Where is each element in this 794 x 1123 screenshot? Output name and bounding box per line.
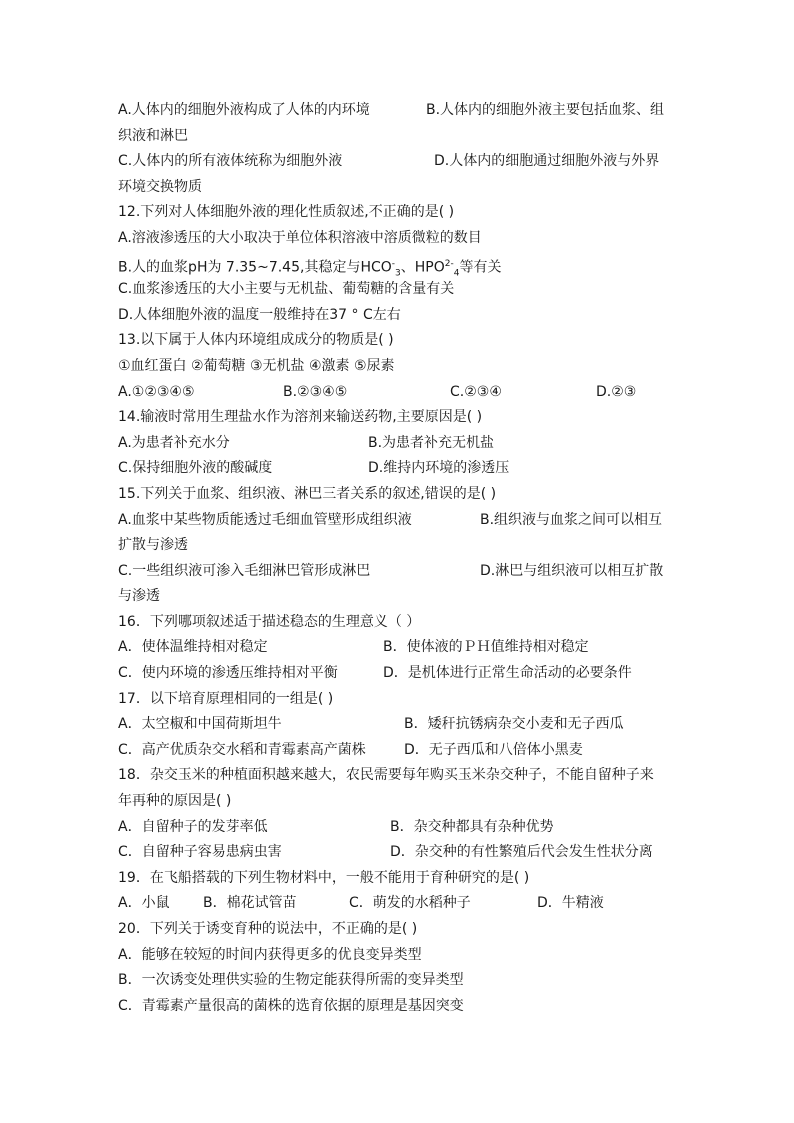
q15-option-b-cont: 扩散与渗透 — [118, 537, 188, 554]
q12-option-b-sub1: 3 — [395, 268, 401, 279]
q20-option-a: A．能够在较短的时间内获得更多的优良变异类型 — [118, 946, 422, 963]
q16-option-c: C．使内环境的渗透压维持相对平衡 — [118, 665, 338, 682]
q13-stem: 13.以下属于人体内环境组成成分的物质是( ) — [118, 332, 394, 349]
q15-stem: 15.下列关于血浆、组织液、淋巴三者关系的叙述,错误的是( ) — [118, 485, 497, 502]
q17-option-b: B．矮秆抗锈病杂交小麦和无子西瓜 — [404, 716, 624, 733]
q17-option-d: D．无子西瓜和八倍体小黑麦 — [404, 741, 583, 758]
q14-option-b: B.为患者补充无机盐 — [368, 434, 495, 451]
exam-page — [118, 98, 678, 1019]
q11-option-d: D.人体内的细胞通过细胞外液与外界 — [434, 153, 660, 170]
q18-stem: 18．杂交玉米的种植面积越来越大，农民需要每年购买玉米杂交种子，不能自留种子来 — [118, 767, 654, 784]
q16-option-b: B．使体液的ＰＨ值维持相对稳定 — [383, 639, 589, 656]
q16-row-ab — [118, 635, 678, 661]
q12-option-b — [118, 252, 678, 278]
q18-row-ab — [118, 815, 678, 841]
q12-option-b-sub2: 4 — [453, 268, 460, 279]
q13-options — [118, 380, 678, 406]
q19-option-a: A．小鼠 — [118, 895, 170, 912]
q12-option-a: A.溶液渗透压的大小取决于单位体积溶液中溶质微粒的数目 — [118, 229, 482, 246]
q14-row-ab — [118, 431, 678, 457]
q15-option-d: D.淋巴与组织液可以相互扩散 — [480, 562, 664, 579]
q13-option-d: D.②③ — [596, 383, 637, 400]
q12-stem: 12.下列对人体细胞外液的理化性质叙述,不正确的是( ) — [118, 204, 455, 221]
q15-option-b: B.组织液与血浆之间可以相互 — [480, 511, 663, 528]
q17-stem: 17．以下培育原理相同的一组是( ) — [118, 690, 334, 707]
q13-items: ①血红蛋白 ②葡萄糖 ③无机盐 ④激素 ⑤尿素 — [118, 357, 395, 374]
q12-option-b-mid: 、HPO — [400, 259, 445, 276]
q14-row-cd — [118, 456, 678, 482]
q16-stem: 16．下列哪项叙述适于描述稳态的生理意义（ ） — [118, 613, 421, 630]
q14-option-a: A.为患者补充水分 — [118, 434, 230, 451]
q12-option-b-end: 等有关 — [459, 259, 502, 276]
q15-option-a: A.血浆中某些物质能透过毛细血管壁形成组织液 — [118, 511, 412, 528]
q11-option-d-cont: 环境交换物质 — [118, 178, 202, 195]
q18-option-b: B．杂交种都具有杂种优势 — [390, 818, 554, 835]
q18-option-c: C．自留种子容易患病虫害 — [118, 844, 282, 861]
q15-row-ab — [118, 508, 678, 534]
q15-option-d-cont: 与渗透 — [118, 588, 160, 605]
q20-option-c: C．青霉素产量很高的菌株的选育依据的原理是基因突变 — [118, 997, 464, 1014]
q11-row-cd — [118, 149, 678, 175]
q13-option-c: C.②③④ — [450, 383, 502, 400]
q12-option-d: D.人体细胞外液的温度一般维持在37 ° C左右 — [118, 306, 401, 323]
q18-option-a: A．自留种子的发芽率低 — [118, 818, 268, 835]
q16-row-cd — [118, 661, 678, 687]
q18-stem-cont: 年再种的原因是( ) — [118, 793, 232, 810]
q11-option-a: A.人体内的细胞外液构成了人体的内环境 — [118, 102, 370, 118]
q19-stem: 19．在飞船搭载的下列生物材料中，一般不能用于育种研究的是( ) — [118, 869, 530, 886]
q12-option-b-sup2: 2- — [444, 258, 454, 269]
q13-option-a: A.①②③④⑤ — [118, 383, 195, 400]
q17-option-a: A．太空椒和中国荷斯坦牛 — [118, 716, 282, 733]
q19-option-c: C．萌发的水稻种子 — [349, 895, 471, 912]
q16-option-a: A．使体温维持相对稳定 — [118, 639, 268, 656]
q12-option-c: C.血浆渗透压的大小主要与无机盐、葡萄糖的含量有关 — [118, 281, 455, 298]
q19-option-b: B．棉花试管苗 — [203, 895, 297, 912]
q20-stem: 20．下列关于诱变育种的说法中，不正确的是( ) — [118, 921, 418, 937]
q14-option-c: C.保持细胞外液的酸碱度 — [118, 460, 273, 477]
q13-option-b: B.②③④⑤ — [283, 383, 348, 400]
q18-option-d: D．杂交种的有性繁殖后代会发生性状分离 — [390, 844, 653, 861]
q11-option-b: B.人体内的细胞外液主要包括血浆、组 — [426, 102, 665, 118]
q12-option-b-text: B.人的血浆pH为 7.35~7.45,其稳定与HCO — [118, 259, 392, 276]
q11-option-b-cont: 织液和淋巴 — [118, 127, 188, 144]
q11-row-ab — [118, 98, 678, 124]
q18-row-cd — [118, 840, 678, 866]
q14-option-d: D.维持内环境的渗透压 — [368, 460, 510, 477]
q15-option-c: C.一些组织液可渗入毛细淋巴管形成淋巴 — [118, 562, 371, 579]
q11-option-c: C.人体内的所有液体统称为细胞外液 — [118, 153, 343, 170]
q12-option-b-sup1: - — [391, 258, 396, 269]
q20-option-b: B．一次诱变处理供实验的生物定能获得所需的变异类型 — [118, 972, 464, 989]
q16-option-d: D．是机体进行正常生命活动的必要条件 — [383, 665, 632, 682]
q17-row-ab — [118, 712, 678, 738]
q17-option-c: C．高产优质杂交水稻和青霉素高产菌株 — [118, 741, 366, 758]
q17-row-cd — [118, 738, 678, 764]
q19-options — [118, 891, 678, 917]
q14-stem: 14.输液时常用生理盐水作为溶剂来输送药物,主要原因是( ) — [118, 409, 483, 426]
q19-option-d: D．牛精液 — [537, 895, 604, 912]
q15-row-cd — [118, 559, 678, 585]
